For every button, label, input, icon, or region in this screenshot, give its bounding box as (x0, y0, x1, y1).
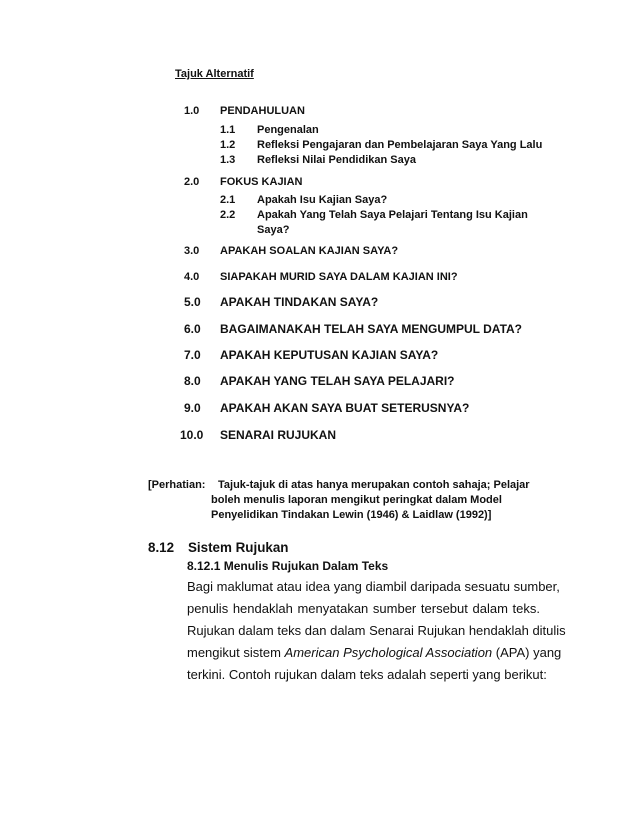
outline-title-10-0: SENARAI RUJUKAN (220, 428, 337, 442)
outline-num-1-0: 1.0 (184, 105, 200, 117)
outline-num-2-1: 2.1 (220, 194, 236, 206)
outline-num-2-0: 2.0 (184, 176, 200, 188)
outline-title-2-1: Apakah Isu Kajian Saya? (257, 194, 388, 206)
outline-title-8-0: APAKAH YANG TELAH SAYA PELAJARI? (220, 374, 455, 388)
note-label: [Perhatian: (148, 479, 206, 491)
outline-title-2-2-line2: Saya? (257, 224, 290, 236)
outline-num-2-2: 2.2 (220, 209, 236, 221)
note-line-2: boleh menulis laporan mengikut peringkat dalam Model (211, 494, 502, 506)
outline-title-6-0: BAGAIMANAKAH TELAH SAYA MENGUMPUL DATA? (220, 322, 523, 336)
paragraph-line-4-pre: mengikut sistem (187, 645, 285, 660)
outline-title-4-0: SIAPAKAH MURID SAYA DALAM KAJIAN INI? (220, 271, 458, 283)
outline-num-8-0: 8.0 (184, 374, 201, 388)
outline-title-1-2: Refleksi Pengajaran dan Pembelajaran Saya Yang Lalu (257, 139, 543, 151)
section-title: Sistem Rujukan (188, 540, 289, 555)
outline-num-7-0: 7.0 (184, 348, 201, 362)
outline-title-3-0: APAKAH SOALAN KAJIAN SAYA? (220, 245, 399, 257)
outline-title-2-2-line1: Apakah Yang Telah Saya Pelajari Tentang Isu Kajian (257, 209, 528, 221)
outline-num-10-0: 10.0 (180, 428, 204, 442)
note-line-1: Tajuk-tajuk di atas hanya merupakan contoh sahaja; Pelajar (218, 479, 530, 491)
outline-num-1-1: 1.1 (220, 124, 236, 136)
paragraph-line-2: penulis hendaklah menyatakan sumber tersebut dalam teks. (187, 601, 540, 616)
outline-num-1-2: 1.2 (220, 139, 236, 151)
paragraph-line-4 (187, 645, 562, 660)
apa-reference-italic: American Psychological Association (284, 645, 493, 660)
outline-title-2-0: FOKUS KAJIAN (220, 176, 303, 188)
outline-title-1-0: PENDAHULUAN (220, 105, 305, 117)
outline-num-4-0: 4.0 (184, 271, 200, 283)
outline-num-6-0: 6.0 (184, 322, 201, 336)
subsection-title: 8.12.1 Menulis Rujukan Dalam Teks (187, 559, 389, 573)
outline-num-9-0: 9.0 (184, 401, 201, 415)
outline-title-5-0: APAKAH TINDAKAN SAYA? (220, 295, 379, 309)
outline-title-9-0: APAKAH AKAN SAYA BUAT SETERUSNYA? (220, 401, 470, 415)
paragraph-line-1: Bagi maklumat atau idea yang diambil daripada sesuatu sumber, (187, 579, 560, 594)
outline-title-7-0: APAKAH KEPUTUSAN KAJIAN SAYA? (220, 348, 439, 362)
outline-num-3-0: 3.0 (184, 245, 200, 257)
outline-num-5-0: 5.0 (184, 295, 201, 309)
outline-title-1-3: Refleksi Nilai Pendidikan Saya (257, 154, 416, 166)
outline-title-1-1: Pengenalan (257, 124, 319, 136)
paragraph-line-4-post: (APA) yang (492, 645, 562, 660)
paragraph-line-3: Rujukan dalam teks dan dalam Senarai Rujukan hendaklah ditulis (187, 623, 566, 638)
paragraph-line-5: terkini. Contoh rujukan dalam teks adalah seperti yang berikut: (187, 667, 547, 682)
section-number: 8.12 (148, 540, 175, 555)
outline-num-1-3: 1.3 (220, 154, 236, 166)
outline-heading: Tajuk Alternatif (175, 68, 254, 80)
note-line-3: Penyelidikan Tindakan Lewin (1946) & Laidlaw (1992)] (211, 509, 492, 521)
